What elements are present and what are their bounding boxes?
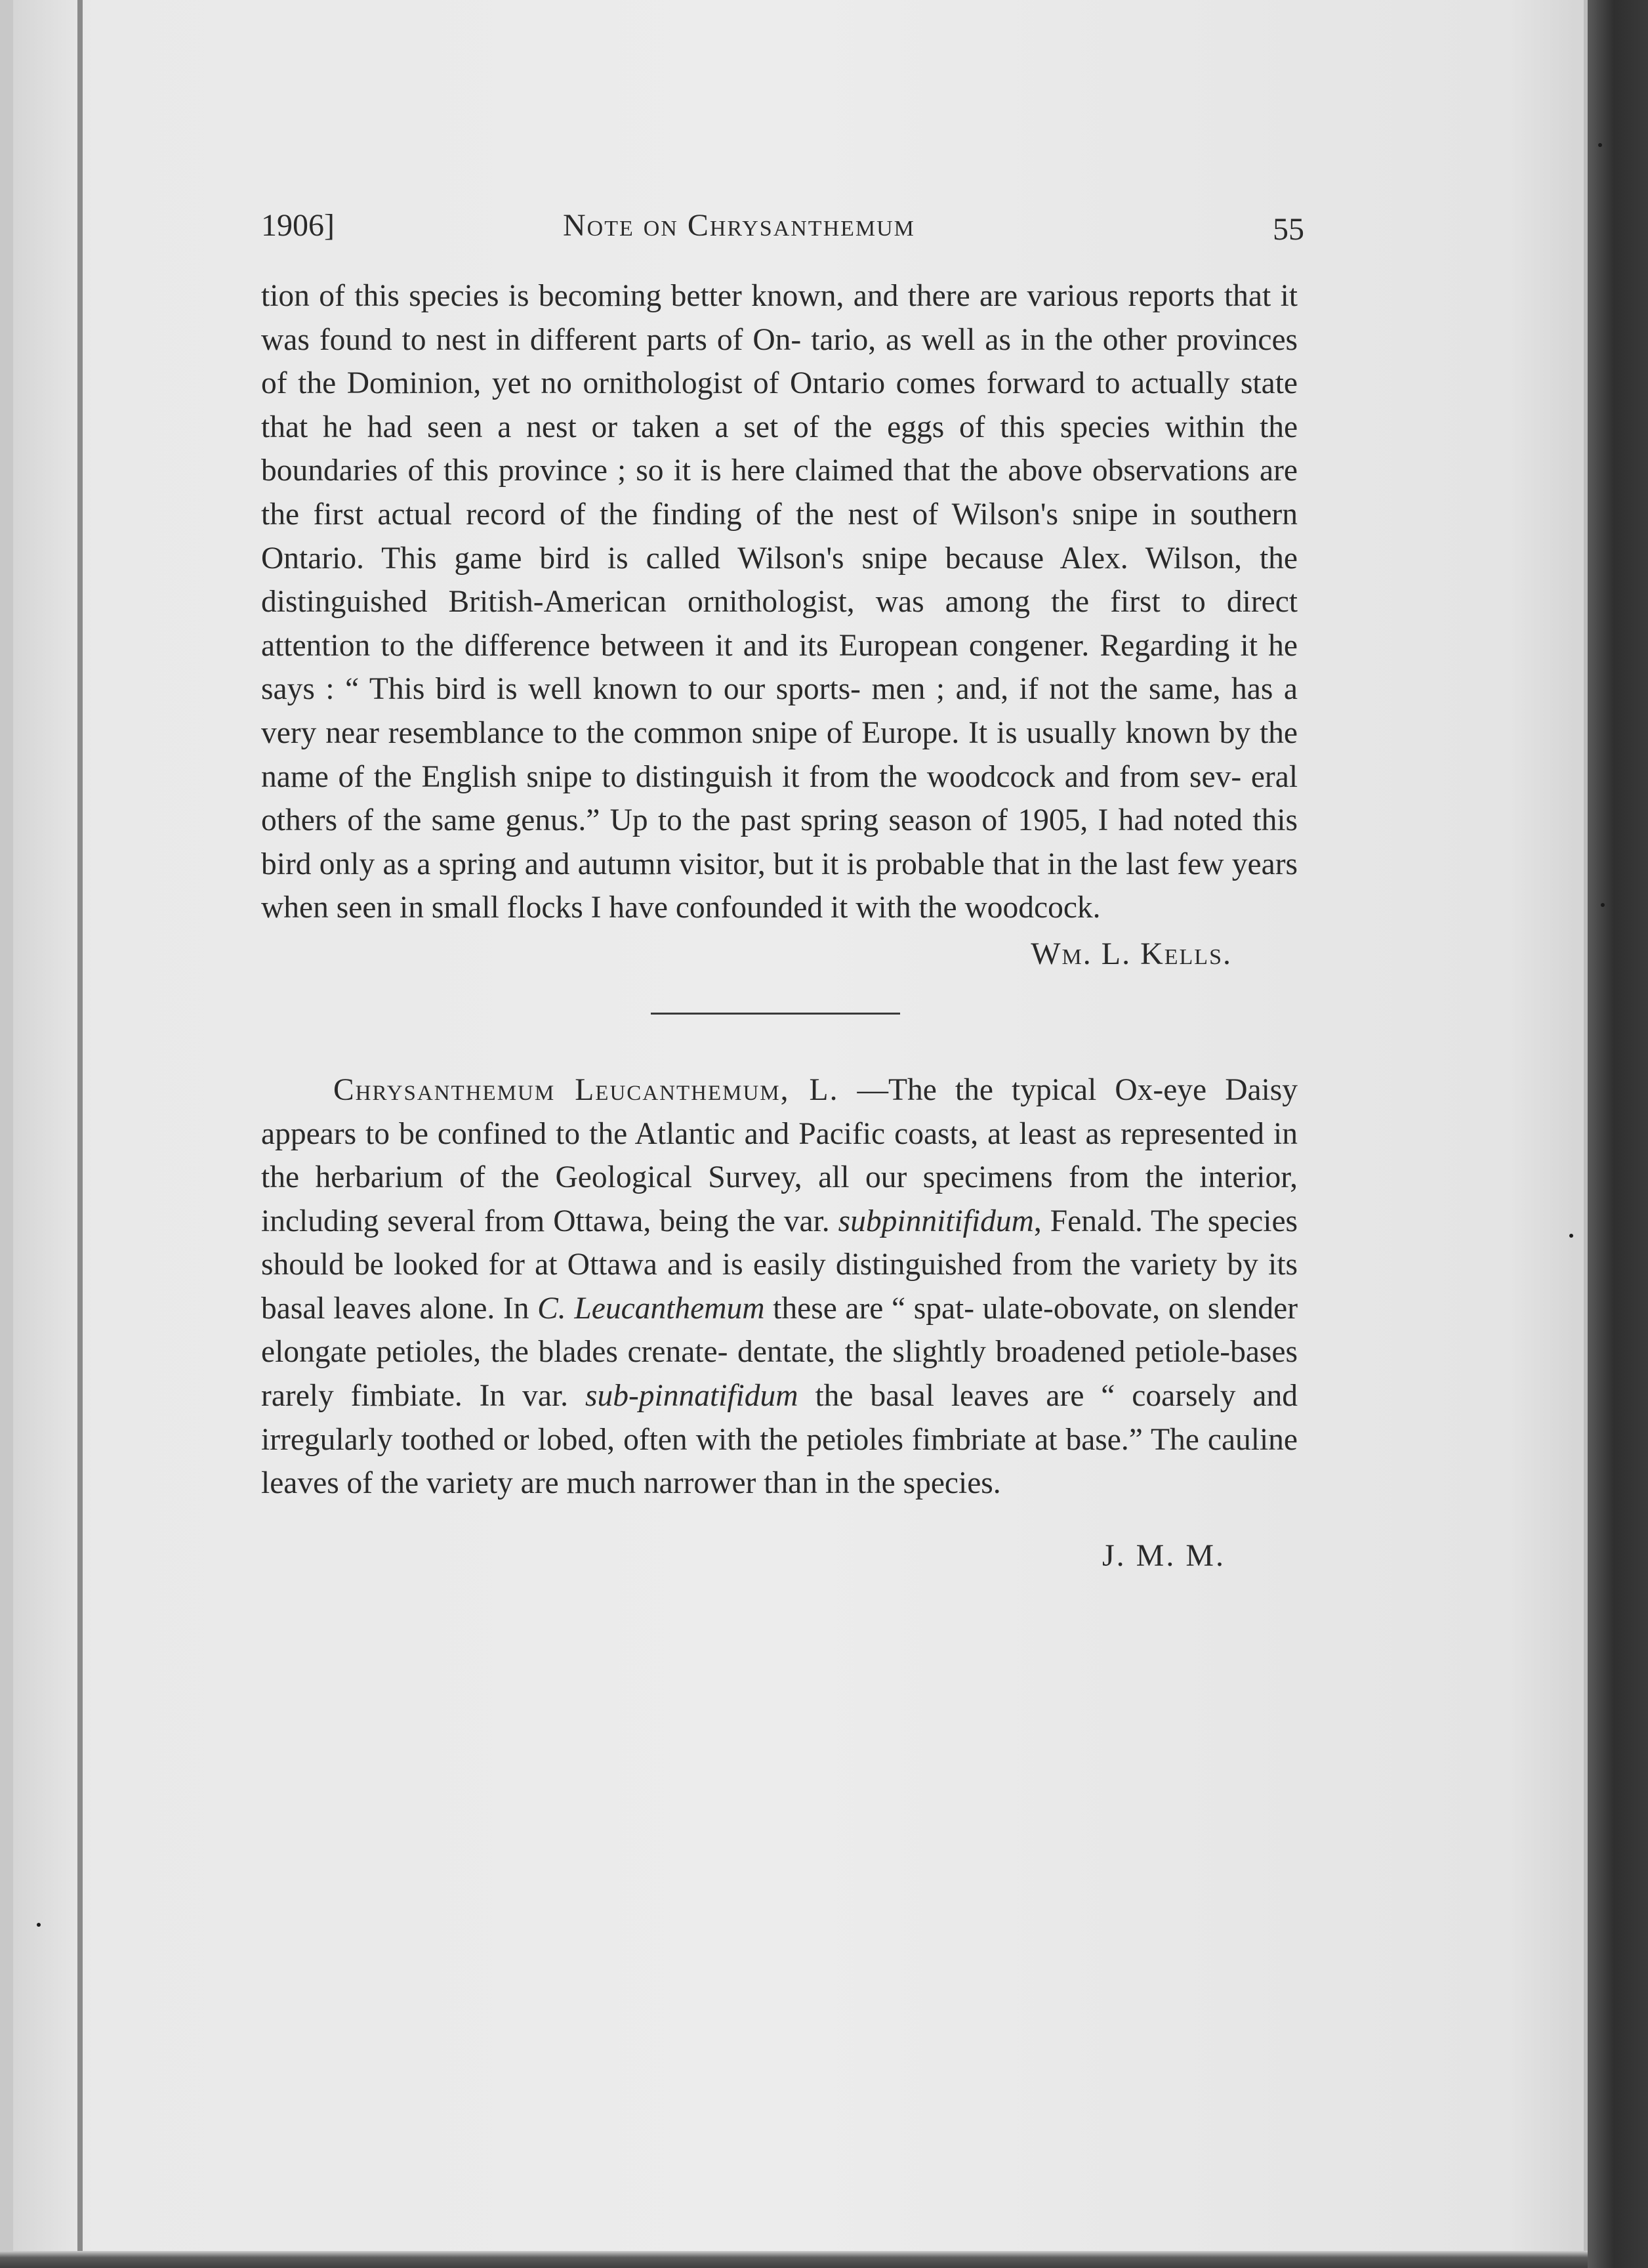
scan-bottom-shadow (0, 2251, 1588, 2268)
note1-line: English snipe to distinguish it from the woodcock and from sev- (421, 759, 1242, 794)
scan-speck (1569, 1234, 1573, 1238)
note1-signature: Wm. L. Kells. (1031, 936, 1232, 971)
scan-speck (37, 1923, 41, 1927)
note1-paragraph (261, 274, 1298, 930)
note2-line-text: these are “ spat- (764, 1291, 975, 1326)
note1-line: nest of Wilson's snipe in southern Ontario. This game bird is (261, 497, 1298, 576)
note2-italic-term: C. Leucanthemum (537, 1291, 765, 1326)
note1-line: attention to the difference between it and its European congener. (261, 628, 1090, 663)
running-head (261, 197, 1304, 256)
note2-line-text: being the var. (659, 1204, 838, 1238)
note1-line: eral others of the same genus.” Up to the past spring season of (261, 759, 1298, 838)
note2-line-text: var. (522, 1379, 585, 1414)
scan-right-shadow (1588, 0, 1648, 2268)
note2-line-text: cauline leaves of the variety are much narrower than in the species. (261, 1422, 1298, 1501)
note1-line: had seen a nest or taken a set of the eggs of this species within (367, 410, 1245, 444)
note1-line: tion of this species is becoming better known, and there are (261, 279, 1018, 313)
note2-line-text: —The the typical Ox-eye (857, 1072, 1207, 1107)
book-page (261, 197, 1304, 1578)
note2-line-text: Daisy appears to be confined to the Atlantic and Pacific coasts, at (261, 1072, 1298, 1151)
note2-line-text: ulate-obovate, on slender elongate petioles, the blades crenate- (261, 1291, 1298, 1370)
note1-line: but it is probable that in the last few years when seen in small (261, 847, 1298, 925)
note2-line-text: by its basal leaves alone. In (261, 1248, 1298, 1326)
note2-italic-term: sub-pinnatifidum (585, 1379, 798, 1414)
note1-line: flocks I have confounded it with the woodcock. (506, 891, 1101, 925)
note2-paragraph (261, 1068, 1298, 1505)
note1-line: men ; and, if not the same, has a very near resemblance to the (261, 672, 1298, 750)
section-divider (651, 1013, 900, 1015)
note1-line: tario, as well as in the other provinces of the Dominion, yet no (261, 322, 1298, 401)
note1-line: 1905, I had noted this bird only as a spring and autumn visitor, (261, 803, 1298, 881)
note2-line-text: dentate, the slightly broadened petiole-bases rarely fimbiate. In (261, 1335, 1298, 1414)
note2-signature: J. M. M. (1102, 1538, 1226, 1573)
note2-line-text: least as represented in the herbarium of the Geological Survey, all (261, 1116, 1298, 1195)
note2-line-text: , Fenald. The species should be (261, 1204, 1298, 1282)
page-number: 55 (1273, 212, 1304, 247)
note2-line-text: the basal leaves are “ coarsely and irregularly (261, 1379, 1298, 1457)
note2-line-text: our specimens from the interior, including several from Ottawa, (261, 1160, 1298, 1238)
scan-speck (1601, 903, 1605, 907)
note1-line: British-American ornithologist, was among the first to direct (448, 585, 1298, 620)
note1-line: various reports that it was found to nest in different parts of On- (261, 279, 1298, 357)
scan-speck (1598, 143, 1602, 147)
note1-line: the boundaries of this province ; so it is here claimed that the (261, 410, 1298, 488)
note2-line-text: toothed or lobed, often with the petioles fimbriate at base.” The (401, 1422, 1199, 1457)
note2-line-text: looked for at Ottawa and is easily distinguished from the variety (394, 1248, 1218, 1282)
note2-line (394, 1248, 1217, 1282)
note2-heading: Chrysanthemum Leucanthemum, L. (333, 1072, 839, 1107)
note1-line: ornithologist of Ontario comes forward to actually state that he (261, 366, 1298, 444)
note1-line: Regarding it he says : “ This bird is well known to our sports- (261, 628, 1298, 707)
note2-line (402, 1423, 1199, 1457)
note1-line: above observations are the first actual record of the finding of the (261, 453, 1298, 532)
page-left-edge (77, 0, 83, 2268)
scan-left-margin (0, 0, 13, 2268)
running-head-year: 1906] (261, 208, 335, 243)
note2-line (857, 1073, 1207, 1107)
note2-italic-term: subpinnitifidum (838, 1204, 1034, 1238)
note1-line: common snipe of Europe. It is usually known by the name of the (261, 715, 1298, 794)
running-head-title: Note on Chrysanthemum (563, 208, 915, 243)
note1-line: called Wilson's snipe because Alex. Wilson, the distinguished (261, 541, 1298, 620)
